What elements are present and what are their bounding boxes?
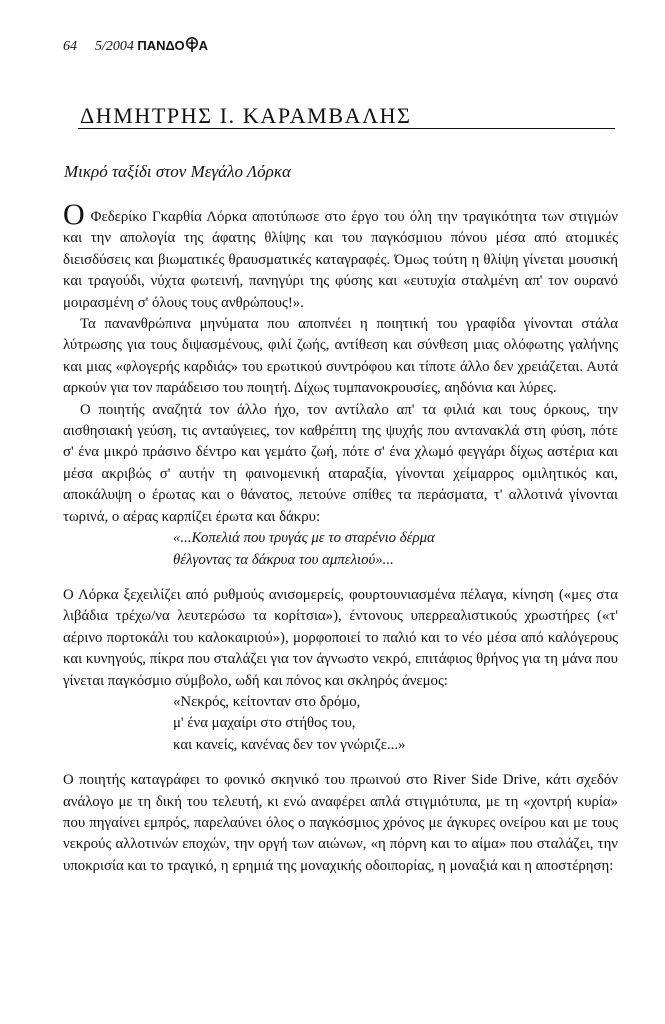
verse-quote-2-line-2: μ' ένα μαχαίρι στο στήθος του,	[173, 715, 356, 732]
verse-quote-1-line-2: θέλγοντας τα δάκρυα του αμπελιού»...	[173, 551, 394, 568]
running-header	[63, 37, 208, 56]
verse-quote-2-line-3: και κανείς, κανένας δεν τον γνώριζε...»	[173, 736, 406, 753]
paragraph-4: Ο Λόρκα ξεχειλίζει από ρυθμούς ανισομερείς, φουρτουνιασμένα πέλαγα, κίνηση («μες στα λιβάδια τρέχω/να λευτερώσω τα κορίτσια»), έντονους υπερρεαλιστικούς χρωστήρες («τ' αέρινο πορτοκάλι του καλοκαιριού»), μορφοποιεί το παλιό και το νέο μέσα από καλόγερους και κυνηγούς, πίκρα που σταλάζει για τον άγνωστο νεκρό, επιτάφιος θρήνος για τη μάνα που γίνεται παγκόσμιο σύμβολο, ωδή και πόνος και σκληρός άνεμος:	[63, 586, 618, 689]
header-rule	[78, 128, 615, 129]
page-number: 64	[63, 39, 77, 54]
paragraph-3: Ο ποιητής αναζητά τον άλλο ήχο, τον αντίλαλο απ' τα φιλιά και τους όρκους, την αισθησιακή γεύση, τις ανταύγειες, τον καθρέπτη της ψυχής που αντανακλά στη φύση, πότε σ' ένα μικρό πράσινο δέντρο και γεμάτο ζωή, πότε σ' ένα χλωμό φεγγάρι δίχως αστέρια και μέσα ακριβώς σ' αυτήν τη φαινομενική αταραξία, γίνονται χείμαρρος ομιλητικός και, αποκάλυψη ο έρωτας και ο θάνατος, πετούνε σπίθες τα περάσματα, τ' αλλοτινά γίνονται τωρινά, ο αέρας καρπίζει έρωτα και δάκρυ:	[63, 401, 618, 525]
verse-quote-2-line-1: «Νεκρός, κείτονταν στο δρόμο,	[173, 693, 361, 710]
magazine-name: ΠΑΝΔΟ Α	[137, 38, 208, 53]
article-title: Μικρό ταξίδι στον Μεγάλο Λόρκα	[64, 162, 291, 181]
author-name: ΔΗΜΗΤΡΗΣ Ι. ΚΑΡΑΜΒΑΛΗΣ	[80, 103, 412, 128]
paragraph-1: Ο Φεδερίκο Γκαρθία Λόρκα αποτύπωσε στο έργο του όλη την τραγικότητα των στιγμών και την απολογία της άφατης θλίψης και του παγκόσμιου πόνου μέσα από ατομικές διεισδύσεις και βιωματικές θραυσματικές καταγραφές. Όμως τούτη η θλίψη γίνεται μουσική και τραγούδι, νύχτα φωτεινή, πανηγύρι της φύσης και «ευτυχία σταλμένη απ' τον ουρανό μοιρασμένη σ' όλους τους ανθρώπους!».	[63, 198, 618, 311]
paragraph-5: Ο ποιητής καταγράφει το φονικό σκηνικό του πρωινού στο River Side Drive, κάτι σχεδόν ανάλογο με τη δική του τελευτή, κι ενώ αναφέρει απλά στιγμιότυπα, με τη «χοντρή κυρία» που πηγαίνει εμπρός, παρελαύνει όλος ο παγκόσμιος χρόνος με άγκυρες ονείρου και με τους νεκρούς αλλοτινών εποχών, την οργή των αιώνων, «η πόρνη και το αίμα» που σταλάζει, την υποκρισία και το τραγικό, η ερημιά της μοναχικής οδοιπορίας, η μοναξιά και η αποστέρηση:	[63, 772, 618, 874]
drop-cap: Ο	[63, 198, 85, 231]
article-body	[63, 198, 618, 877]
verse-quote-1-line-1: «...Κοπελιά που τρυγάς με το σταρένιο δέρμα	[173, 530, 435, 547]
paragraph-2: Τα πανανθρώπινα μηνύματα που αποπνέει η ποιητική του γραφίδα γίνονται στάλα λύτρωσης για τους διψασμένους, φιλί ζωής, αντίθεση και σύνθεση μιας ολόφωτης γαλήνης και μιας «φλογερής καρδιάς» του ερωτικού συντρόφου και τίποτε άλλο δεν χρειάζεται. Αυτά αρκούν για τον παράδεισο του ποιητή. Δίχως τυμπανοκρουσίες, αηδόνια και λύρες.	[63, 316, 618, 397]
magazine-logo-icon	[185, 37, 199, 56]
issue-number: 5/2004	[95, 39, 134, 54]
